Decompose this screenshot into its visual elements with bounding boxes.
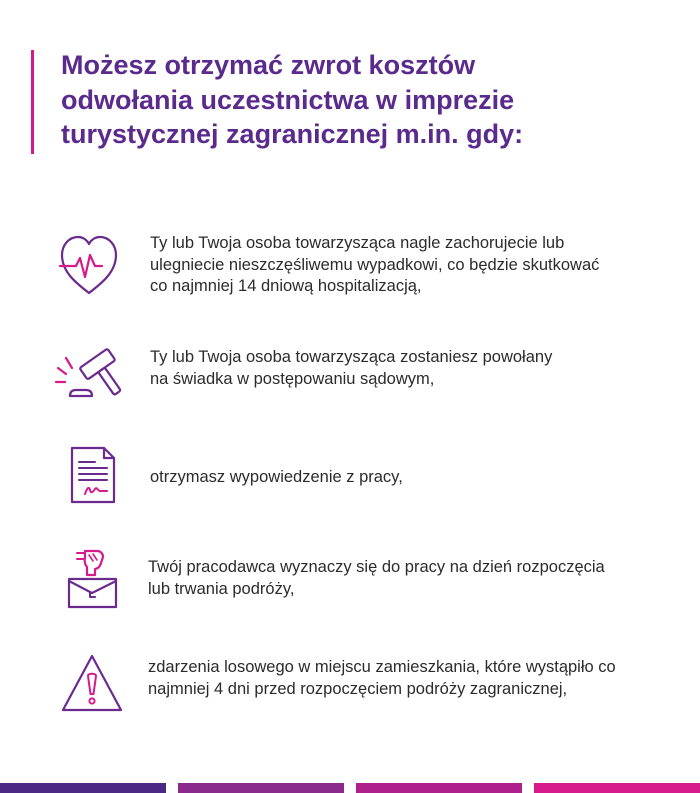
footer-bar xyxy=(0,783,700,793)
header xyxy=(31,48,671,156)
footer-segment xyxy=(0,783,166,793)
footer-segment xyxy=(356,783,522,793)
heart-rate-icon xyxy=(52,225,126,299)
warning-triangle-icon xyxy=(55,648,129,722)
header-accent-bar xyxy=(31,50,34,154)
item-text: zdarzenia losowego w miejscu zamieszkania, które wystąpiło co najmniej 4 dni przed rozpoczęciem podróży zagranicznej, xyxy=(148,658,616,698)
footer-segment xyxy=(534,783,700,793)
document-signed-icon xyxy=(57,440,131,514)
item-text: Ty lub Twoja osoba towarzysząca nagle zachorujecie lub ulegniecie nieszczęśliwemu wypadkowi, co będzie skutkować co najmniej 14 dniową hospitalizacją, xyxy=(150,234,600,295)
item-text: otrzymasz wypowiedzenie z pracy, xyxy=(150,468,403,486)
item-text: Twój pracodawca wyznaczy się do pracy na dzień rozpoczęcia lub trwania podróży, xyxy=(148,558,605,598)
page-title: Możesz otrzymać zwrot kosztów odwołania uczestnictwa w imprezie turystycznej zagranicznej m.in. gdy: xyxy=(61,50,524,149)
footer-segment xyxy=(178,783,344,793)
gavel-icon xyxy=(52,338,126,412)
hand-briefcase-icon xyxy=(55,545,129,619)
item-text: Ty lub Twoja osoba towarzysząca zostaniesz powołany na świadka w postępowaniu sądowym, xyxy=(150,348,553,388)
